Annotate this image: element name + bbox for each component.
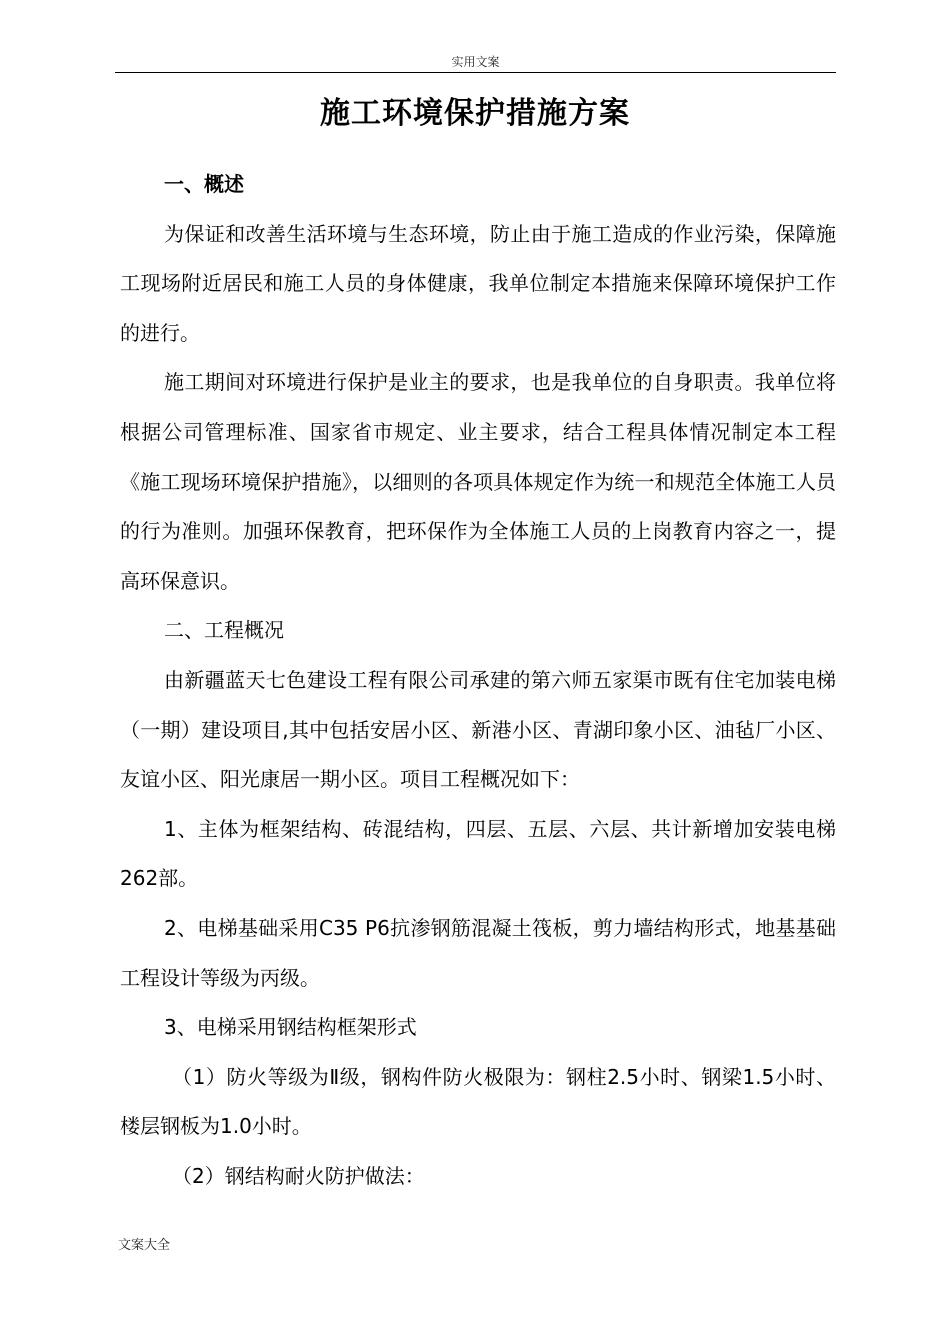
paragraph: 为保证和改善生活环境与生态环境，防止由于施工造成的作业污染，保障施工现场附近居民和施工人员的身体健康，我单位制定本措施来保障环境保护工作的进行。 — [120, 221, 836, 345]
paragraph: 施工期间对环境进行保护是业主的要求，也是我单位的自身职责。我单位将根据公司管理标准、国家省市规定、业主要求，结合工程具体情况制定本工程《施工现场环境保护措施》，以细则的各项具体规定作为统一和规范全体施工人员的行为准则。加强环保教育，把环保作为全体施工人员的上岗教育内容之一，提高环保意识。 — [120, 370, 836, 593]
list-item: 1、主体为框架结构、砖混结构，四层、五层、六层、共计新增加安装电梯262部。 — [120, 816, 836, 891]
page-footer: 文案大全 — [118, 1238, 171, 1253]
list-item: 2、电梯基础采用C35 P6抗渗钢筋混凝土筏板，剪力墙结构形式，地基基础工程设计等级为丙级。 — [120, 915, 836, 990]
section-heading-overview: 一、概述 — [164, 172, 244, 196]
page-header: 实用文案 — [115, 52, 836, 73]
sub-list-item: （1）防火等级为Ⅱ级，钢构件防火极限为：钢柱2.5小时、钢梁1.5小时、楼层钢板为1.0小时。 — [120, 1064, 836, 1139]
sub-list-item: （2）钢结构耐火防护做法： — [172, 1163, 425, 1188]
document-body — [120, 160, 836, 1201]
paragraph: 由新疆蓝天七色建设工程有限公司承建的第六师五家渠市既有住宅加装电梯（一期）建设项目,其中包括安居小区、新港小区、青湖印象小区、油毡厂小区、友谊小区、阳光康居一期小区。项目工程概况如下： — [120, 667, 836, 792]
document-title: 施工环境保护措施方案 — [320, 96, 630, 131]
list-item: 3、电梯采用钢结构框架形式 — [164, 1015, 417, 1040]
section-heading-project-overview: 二、工程概况 — [164, 618, 284, 643]
